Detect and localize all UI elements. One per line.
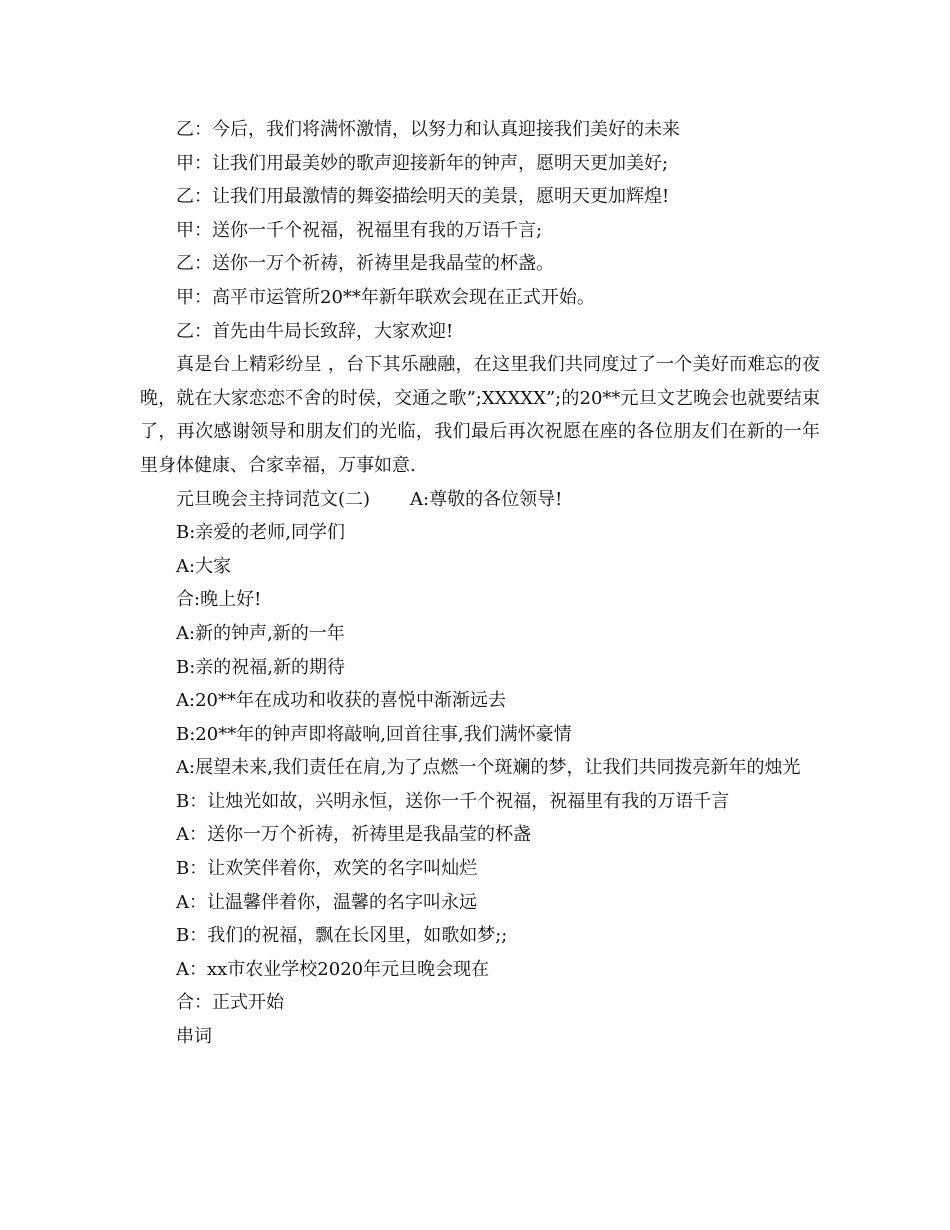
dialogue-line: 串词 [176,1026,212,1048]
dialogue-line: A:尊敬的各位领导! [410,488,563,510]
section-title: 元旦晚会主持词范文(二) [176,488,371,510]
dialogue-line: 乙：让我们用最激情的舞姿描绘明天的美景，愿明天更加辉煌! [176,186,670,208]
dialogue-line: 合：正式开始 [176,992,284,1014]
wrapped-dialogue-line: A:展望未来,我们责任在肩,为了点燃一个斑斓的梦，让我们共同拨亮新年的烛光 [176,757,801,779]
dialogue-line: 甲：让我们用最美妙的歌声迎接新年的钟声，愿明天更加美好; [176,152,669,174]
dialogue-line: 乙：今后，我们将满怀激情，以努力和认真迎接我们美好的未来 [176,119,680,140]
dialogue-line: B:亲的祝福,新的期待 [176,656,346,678]
dialogue-line: 合:晚上好! [176,589,262,611]
dialogue-line: A:大家 [176,555,232,577]
dialogue-line: A：xx市农业学校2020年元旦晚会现在 [176,958,490,980]
dialogue-line: B:20**年的钟声即将敲响,回首往事,我们满怀豪情 [176,723,572,745]
dialogue-line: 甲：送你一千个祝福，祝福里有我的万语千言; [176,219,543,241]
dialogue-line: 乙：首先由牛局长致辞，大家欢迎! [176,320,454,342]
dialogue-line: A：送你一万个祈祷，祈祷里是我晶莹的杯盏 [176,824,531,846]
document-body [140,113,820,1054]
dialogue-line: B:亲爱的老师,同学们 [176,522,346,544]
dialogue-line: 乙：送你一万个祈祷，祈祷里是我晶莹的杯盏。 [176,253,554,275]
dialogue-line: B：让欢笑伴着你，欢笑的名字叫灿烂 [176,858,478,880]
dialogue-line: B：让烛光如故，兴明永恒，送你一千个祝福，祝福里有我的万语千言 [176,790,730,812]
closing-paragraph: 真是台上精彩纷呈 ，台下其乐融融，在这里我们共同度过了一个美好而难忘的夜晚，就在大家恋恋不舍的时侯，交通之歌”;XXXXX”;的20**元旦文艺晚会也就要结束了，再次感谢领导和朋友们的光临，我们最后再次祝愿在座的各位朋友们在新的一年里身体健康、合家幸福，万事如意. [140,354,820,476]
dialogue-line: B：我们的祝福，飘在长冈里，如歌如梦;; [176,925,508,947]
dialogue-line: A:20**年在成功和收获的喜悦中渐渐远去 [176,690,506,712]
dialogue-line: A:新的钟声,新的一年 [176,622,345,644]
section-heading-line [140,483,820,517]
dialogue-line: 甲：高平市运管所20**年新年联欢会现在正式开始。 [176,286,595,308]
dialogue-line: A：让温馨伴着你，温馨的名字叫永远 [176,891,477,913]
